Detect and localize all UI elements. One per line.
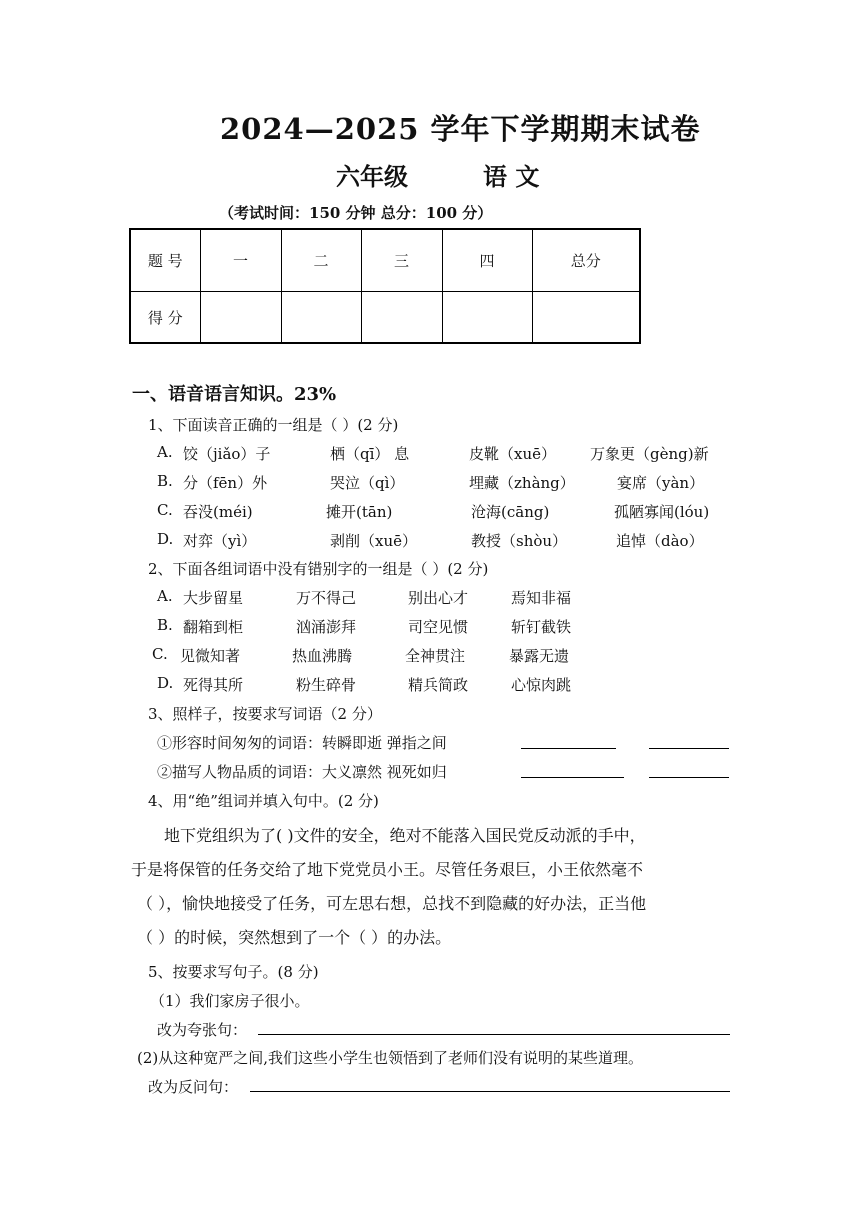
question-4-stem: 4、用“绝”组词并填入句中。(2 分) xyxy=(148,792,379,810)
question-1-stem: 1、下面读音正确的一组是（ ）(2 分) xyxy=(148,416,399,434)
question-2-stem: 2、下面各组词语中没有错别字的一组是（ ）(2 分) xyxy=(148,560,489,578)
score-cell[interactable] xyxy=(532,292,640,344)
question-5-prompt-1: 改为夸张句： xyxy=(157,1021,248,1039)
option-item: 心惊肉跳 xyxy=(511,676,572,694)
option-label: B. xyxy=(157,472,173,490)
option-item: 皮靴（xuē） xyxy=(469,445,556,463)
question-3-line-2: ②描写人物品质的词语：大义凛然 视死如归 xyxy=(157,763,447,781)
option-item: 埋藏（zhàng） xyxy=(469,474,575,492)
option-item: 宴席（yàn） xyxy=(617,474,705,492)
option-item: 饺（jiǎo）子 xyxy=(183,445,271,463)
option-item: 死得其所 xyxy=(183,676,244,694)
question-3-stem: 3、照样子，按要求写词语（2 分） xyxy=(148,705,382,723)
option-item: 万象更（gèng)新 xyxy=(590,445,709,463)
column-header: 一 xyxy=(200,229,281,292)
option-item: 追悼（dào） xyxy=(616,532,704,550)
score-cell[interactable] xyxy=(281,292,361,344)
column-header: 二 xyxy=(281,229,361,292)
answer-blank[interactable] xyxy=(649,777,729,778)
column-header: 四 xyxy=(442,229,532,292)
option-item: 摊开(tān) xyxy=(326,503,393,521)
question-5-sentence-2: (2)从这种宽严之间,我们这些小学生也领悟到了老师们没有说明的某些道理。 xyxy=(137,1049,644,1067)
option-item: 沧海(cāng) xyxy=(471,503,550,521)
option-label: C. xyxy=(157,501,173,519)
option-item: 大步留星 xyxy=(183,589,244,607)
option-item: 哭泣（qì） xyxy=(330,474,405,492)
option-item: 汹涌澎拜 xyxy=(296,618,357,636)
score-table xyxy=(129,228,641,344)
subject-label: 语 文 xyxy=(483,162,540,191)
exam-info: （考试时间：150 分钟 总分：100 分） xyxy=(219,204,493,222)
option-item: 教授（shòu） xyxy=(471,532,568,550)
option-label: A. xyxy=(157,443,173,461)
option-item: 司空见惯 xyxy=(408,618,469,636)
row-header-question: 题 号 xyxy=(130,229,200,292)
exam-title: 2024—2025 学年下学期期末试卷 xyxy=(220,112,701,146)
option-item: 翻箱到柜 xyxy=(183,618,244,636)
option-item: 热血沸腾 xyxy=(292,647,353,665)
option-label: D. xyxy=(157,530,174,548)
answer-line[interactable] xyxy=(250,1091,730,1092)
option-item: 斩钉截铁 xyxy=(511,618,572,636)
option-item: 全神贯注 xyxy=(405,647,466,665)
question-5-prompt-2: 改为反问句： xyxy=(148,1078,239,1096)
score-table-header-row xyxy=(130,229,640,292)
option-label: D. xyxy=(157,674,174,692)
option-item: 万不得己 xyxy=(296,589,357,607)
question-4-paragraph-line: （ ）的时候，突然想到了一个（ ）的办法。 xyxy=(137,928,452,947)
answer-blank[interactable] xyxy=(521,748,616,749)
column-header: 三 xyxy=(361,229,442,292)
question-5-stem: 5、按要求写句子。(8 分) xyxy=(148,963,319,981)
question-5-sentence-1: （1）我们家房子很小。 xyxy=(150,992,310,1010)
answer-blank[interactable] xyxy=(521,777,624,778)
option-item: 孤陋寡闻(lóu) xyxy=(614,503,710,521)
score-cell[interactable] xyxy=(361,292,442,344)
option-label: B. xyxy=(157,616,173,634)
option-label: C. xyxy=(152,645,168,663)
option-item: 分（fēn）外 xyxy=(183,474,268,492)
score-table-score-row xyxy=(130,292,640,344)
question-4-paragraph-line: 地下党组织为了( )文件的安全，绝对不能落入国民党反动派的手中， xyxy=(164,826,646,845)
option-label: A. xyxy=(157,587,173,605)
answer-line[interactable] xyxy=(258,1034,730,1035)
question-4-paragraph-line: 于是将保管的任务交给了地下党党员小王。尽管任务艰巨，小王依然毫不 xyxy=(131,860,644,879)
option-item: 吞没(méi) xyxy=(183,503,253,521)
option-item: 栖（qī） 息 xyxy=(330,445,410,463)
option-item: 对弈（yì） xyxy=(183,532,257,550)
grade-label: 六年级 xyxy=(336,162,408,191)
section-heading: 一、语音语言知识。23% xyxy=(132,384,337,405)
option-item: 精兵简政 xyxy=(408,676,469,694)
option-item: 焉知非福 xyxy=(511,589,572,607)
option-item: 暴露无遗 xyxy=(509,647,570,665)
column-header: 总分 xyxy=(532,229,640,292)
option-item: 别出心才 xyxy=(408,589,469,607)
score-cell[interactable] xyxy=(200,292,281,344)
option-item: 剥削（xuē） xyxy=(330,532,417,550)
score-cell[interactable] xyxy=(442,292,532,344)
option-item: 见微知著 xyxy=(180,647,241,665)
row-header-score: 得 分 xyxy=(130,292,200,344)
question-4-paragraph-line: （ ），愉快地接受了任务，可左思右想，总找不到隐藏的好办法，正当他 xyxy=(137,894,647,913)
question-3-line-1: ①形容时间匆匆的词语：转瞬即逝 弹指之间 xyxy=(157,734,447,752)
answer-blank[interactable] xyxy=(649,748,729,749)
option-item: 粉生碎骨 xyxy=(296,676,357,694)
